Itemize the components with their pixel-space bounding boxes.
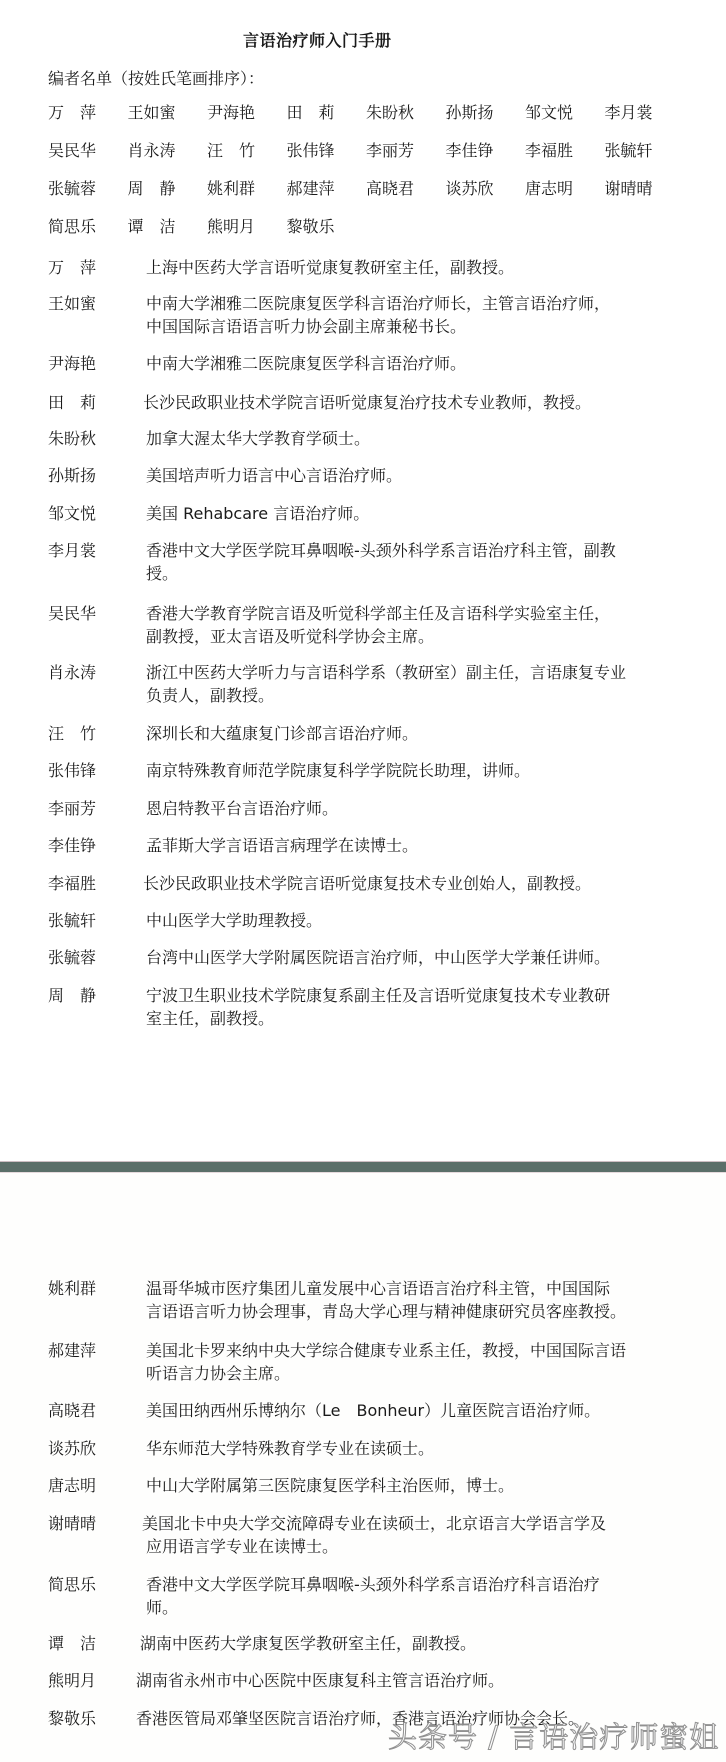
bio-name: 熊明月 (48, 1671, 97, 1690)
editor-name: 谢晴晴 (604, 179, 653, 198)
editor-name: 汪 竹 (207, 141, 256, 160)
bio-description: 香港大学教育学院言语及听觉科学部主任及言语科学实验室主任， 副教授，亚太言语及听觉科学协会主席。 (146, 604, 611, 646)
editor-name: 简思乐 (48, 217, 97, 236)
bio-name: 田 莉 (48, 393, 97, 412)
editor-name: 孙斯扬 (445, 103, 494, 122)
bio-name: 谈苏欣 (48, 1439, 97, 1458)
bio-description: 南京特殊教育师范学院康复科学学院院长助理，讲师。 (146, 761, 531, 780)
bio-description: 香港中文大学医学院耳鼻咽喉-头颈外科学系言语治疗科主管，副教 授。 (146, 541, 616, 583)
bio-description: 中南大学湘雅二医院康复医学科言语治疗师长，主管言语治疗师， 中国国际言语语言听力协会副主席兼秘书长。 (146, 294, 611, 336)
editor-name: 吴民华 (48, 141, 97, 160)
editor-name: 李福胜 (525, 141, 574, 160)
bio-name: 谭 洁 (48, 1634, 97, 1653)
editor-name: 万 萍 (48, 103, 97, 122)
bio-description: 湖南省永州市中心医院中医康复科主管言语治疗师。 (136, 1671, 505, 1690)
editor-name: 田 莉 (286, 103, 335, 122)
bio-name: 万 萍 (48, 258, 97, 277)
bio-name: 李丽芳 (48, 799, 97, 818)
bio-description: 上海中医药大学言语听觉康复教研室主任，副教授。 (146, 258, 515, 277)
bio-description: 香港中文大学医学院耳鼻咽喉-头颈外科学系言语治疗科言语治疗 师。 (146, 1575, 600, 1617)
bio-description: 孟菲斯大学言语语言病理学在读博士。 (146, 836, 419, 855)
bio-name: 郝建萍 (48, 1341, 97, 1360)
bio-description: 长沙民政职业技术学院言语听觉康复治疗技术专业教师，教授。 (143, 393, 592, 412)
editor-name: 肖永涛 (127, 141, 176, 160)
editor-name: 尹海艳 (207, 103, 256, 122)
bio-name: 王如蜜 (48, 294, 97, 313)
bio-description: 中山大学附属第三医院康复医学科主治医师，博士。 (146, 1476, 515, 1495)
bio-description: 美国北卡罗来纳中央大学综合健康专业系主任，教授，中国国际言语 听语言力协会主席。 (146, 1341, 627, 1383)
bio-description: 加拿大渥太华大学教育学硕士。 (146, 429, 371, 448)
bio-description: 湖南中医药大学康复医学教研室主任，副教授。 (140, 1634, 477, 1653)
bio-description: 美国 Rehabcare 言语治疗师。 (146, 504, 370, 523)
bio-description: 恩启特教平台言语治疗师。 (146, 799, 339, 818)
editor-name: 唐志明 (525, 179, 574, 198)
bio-name: 高晓君 (48, 1401, 97, 1420)
editor-name: 张毓轩 (604, 141, 653, 160)
bio-description: 美国北卡中央大学交流障碍专业在读硕士，北京语言大学语言学及 应用语言学专业在读博士。 (142, 1514, 607, 1556)
editor-name: 张伟锋 (286, 141, 335, 160)
bio-description: 温哥华城市医疗集团儿童发展中心言语语言治疗科主管，中国国际 言语语言听力协会理事，青岛大学心理与精神健康研究员客座教授。 (146, 1279, 627, 1321)
bio-name: 李月裳 (48, 541, 97, 560)
bio-name: 张毓蓉 (48, 948, 97, 967)
bio-name: 姚利群 (48, 1279, 97, 1298)
editor-name: 李佳铮 (445, 141, 494, 160)
bio-name: 朱盼秋 (48, 429, 97, 448)
editor-name: 王如蜜 (127, 103, 176, 122)
bio-name: 肖永涛 (48, 663, 97, 682)
editor-name: 高晓君 (366, 179, 415, 198)
editor-name: 李月裳 (604, 103, 653, 122)
bio-description: 浙江中医药大学听力与言语科学系（教研室）副主任，言语康复专业 负责人，副教授。 (146, 663, 627, 705)
editor-name: 谭 洁 (127, 217, 176, 236)
bio-name: 孙斯扬 (48, 466, 97, 485)
bio-name: 李福胜 (48, 874, 97, 893)
editor-name: 熊明月 (207, 217, 256, 236)
bio-description: 深圳长和大蕴康复门诊部言语治疗师。 (146, 724, 419, 743)
editor-name: 张毓蓉 (48, 179, 97, 198)
page-divider (0, 1161, 726, 1173)
editor-name: 姚利群 (207, 179, 256, 198)
document-title: 言语治疗师入门手册 (243, 31, 392, 50)
bio-name: 谢晴晴 (48, 1514, 97, 1533)
editor-name: 郝建萍 (286, 179, 335, 198)
bio-name: 汪 竹 (48, 724, 97, 743)
editor-name: 李丽芳 (366, 141, 415, 160)
bio-name: 邹文悦 (48, 504, 97, 523)
bio-description: 中南大学湘雅二医院康复医学科言语治疗师。 (146, 354, 467, 373)
editor-name: 周 静 (127, 179, 176, 198)
bio-description: 美国培声听力语言中心言语治疗师。 (146, 466, 403, 485)
bio-name: 吴民华 (48, 604, 97, 623)
bio-name: 唐志明 (48, 1476, 97, 1495)
editor-name: 谈苏欣 (445, 179, 494, 198)
bio-description: 中山医学大学助理教授。 (146, 911, 323, 930)
editor-list-heading: 编者名单（按姓氏笔画排序）： (48, 69, 265, 88)
bio-description: 华东师范大学特殊教育学专业在读硕士。 (146, 1439, 435, 1458)
editor-name: 邹文悦 (525, 103, 574, 122)
bio-description: 台湾中山医学大学附属医院语言治疗师，中山医学大学兼任讲师。 (146, 948, 611, 967)
editor-names-grid (48, 101, 688, 253)
bio-name: 简思乐 (48, 1575, 97, 1594)
bio-description: 美国田纳西州乐博纳尔（Le Bonheur）儿童医院言语治疗师。 (146, 1401, 601, 1420)
bio-name: 李佳铮 (48, 836, 97, 855)
bio-name: 周 静 (48, 986, 97, 1005)
bio-name: 尹海艳 (48, 354, 97, 373)
bio-description: 长沙民政职业技术学院言语听觉康复技术专业创始人，副教授。 (143, 874, 592, 893)
bio-name: 张伟锋 (48, 761, 97, 780)
bio-name: 张毓轩 (48, 911, 97, 930)
bio-description: 宁波卫生职业技术学院康复系副主任及言语听觉康复技术专业教研 室主任，副教授。 (146, 986, 611, 1028)
editor-name: 黎敬乐 (286, 217, 335, 236)
bio-name: 黎敬乐 (48, 1709, 97, 1728)
editor-name: 朱盼秋 (366, 103, 415, 122)
bio-description: 香港医管局邓肇坚医院言语治疗师，香港言语治疗师协会会长。 (136, 1709, 585, 1728)
watermark-text: 头条号 / 言语治疗师蜜姐 (388, 1720, 720, 1754)
